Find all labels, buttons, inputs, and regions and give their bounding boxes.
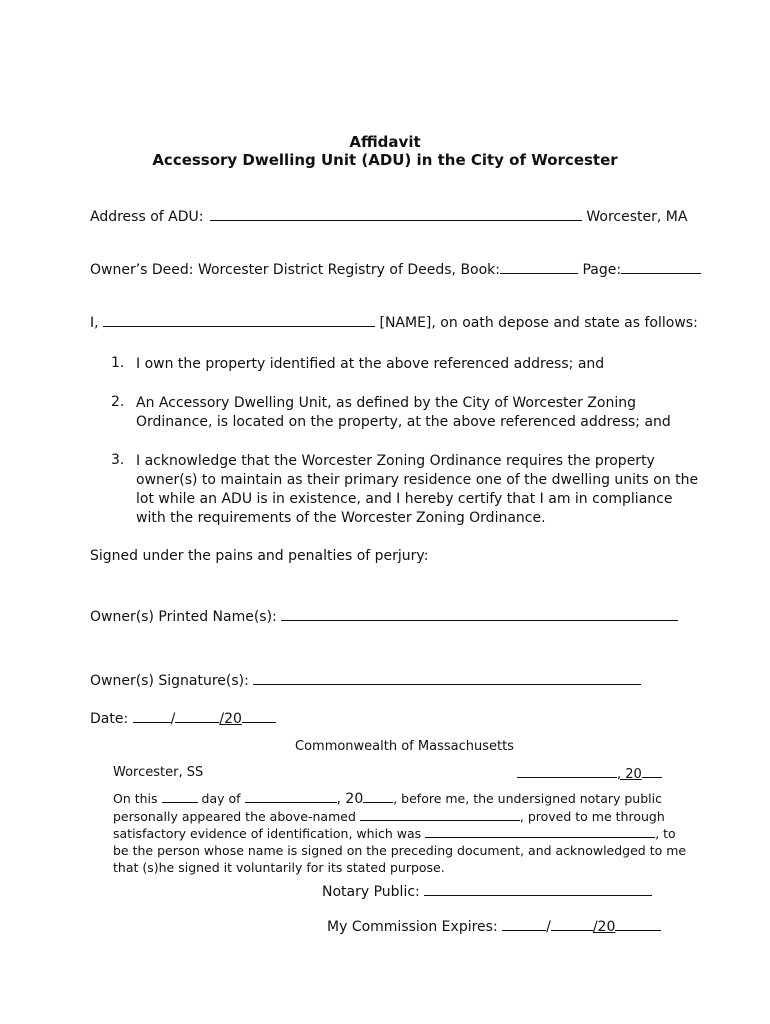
date-year-field[interactable]	[242, 710, 276, 723]
list-item-number: 1.	[111, 355, 125, 371]
address-suffix: Worcester, MA	[586, 209, 688, 225]
printed-name-line	[90, 608, 678, 625]
notary-public-line	[322, 883, 652, 900]
notary-public-field[interactable]	[424, 883, 652, 896]
county-label: Worcester, SS	[113, 765, 204, 780]
oath-suffix: [NAME], on oath depose and state as follows:	[379, 315, 698, 331]
expires-day-field[interactable]	[551, 918, 593, 931]
list-item-line: An Accessory Dwelling Unit, as defined by the City of Worcester Zoning	[136, 395, 636, 411]
date-separator: /	[170, 711, 176, 727]
expires-separator: /	[546, 919, 551, 935]
deed-page-label: Page:	[582, 262, 622, 278]
oath-prefix: I,	[90, 315, 99, 331]
expires-month-field[interactable]	[502, 918, 546, 931]
notary-line-4: be the person whose name is signed on the preceding document, and acknowledged to me	[113, 843, 687, 858]
notary-line-3: satisfactory evidence of identification, which was , to	[113, 826, 676, 841]
address-field[interactable]	[210, 208, 582, 221]
date-day-field[interactable]	[175, 710, 219, 723]
notary-line-5: that (s)he signed it voluntarily for its stated purpose.	[113, 860, 445, 875]
list-item-line: lot while an ADU is in existence, and I hereby certify that I am in compliance	[136, 491, 673, 507]
commonwealth-heading: Commonwealth of Massachusetts	[295, 739, 514, 754]
notary-line-2: personally appeared the above-named , proved to me through	[113, 809, 665, 824]
deed-page-field[interactable]	[621, 261, 701, 274]
document-title: Affidavit	[349, 133, 421, 151]
list-item	[136, 452, 698, 528]
deed-line	[90, 261, 701, 278]
list-item-line: Ordinance, is located on the property, at the above referenced address; and	[136, 414, 671, 430]
date-label: Date:	[90, 711, 129, 727]
name-field[interactable]	[103, 314, 375, 327]
notary-paragraph	[113, 790, 686, 876]
address-label: Address of ADU:	[90, 209, 204, 225]
notary-year-line	[517, 765, 662, 782]
printed-name-label: Owner(s) Printed Name(s):	[90, 609, 277, 625]
notary-year2-field[interactable]	[363, 790, 393, 803]
oath-line	[90, 314, 698, 331]
printed-name-field[interactable]	[281, 608, 678, 621]
signature-label: Owner(s) Signature(s):	[90, 673, 249, 689]
signed-statement: Signed under the pains and penalties of perjury:	[90, 548, 429, 564]
notary-line-1: On this day of , 20 , before me, the undersigned notary public	[113, 791, 662, 807]
expires-year-prefix: /20	[592, 919, 616, 935]
notary-year-prefix: , 20	[617, 767, 642, 782]
list-item-number: 2.	[111, 394, 125, 410]
date-line	[90, 710, 276, 727]
notary-public-label: Notary Public:	[322, 884, 420, 900]
date-month-field[interactable]	[133, 710, 171, 723]
list-item	[136, 394, 671, 432]
identification-field[interactable]	[425, 825, 655, 838]
address-line	[90, 208, 687, 225]
commission-expires-label: My Commission Expires:	[327, 919, 498, 935]
notary-date-field[interactable]	[517, 765, 617, 778]
appeared-name-field[interactable]	[360, 808, 520, 821]
list-item-line: I acknowledge that the Worcester Zoning Ordinance requires the property	[136, 453, 655, 469]
signature-line	[90, 672, 641, 689]
list-item-line: with the requirements of the Worcester Zoning Ordinance.	[136, 510, 546, 526]
list-item-line: I own the property identified at the above referenced address; and	[136, 356, 605, 372]
signature-field[interactable]	[253, 672, 641, 685]
deed-book-field[interactable]	[500, 261, 578, 274]
expires-year-field[interactable]	[615, 918, 661, 931]
notary-year-field[interactable]	[642, 765, 662, 778]
notary-month-field[interactable]	[245, 790, 337, 803]
list-item-line: owner(s) to maintain as their primary residence one of the dwelling units on the	[136, 472, 699, 488]
date-year-prefix: /20	[219, 711, 242, 727]
commission-expires-line	[327, 918, 661, 935]
list-item	[136, 355, 604, 374]
notary-day-field[interactable]	[162, 790, 198, 803]
list-item-number: 3.	[111, 452, 125, 468]
document-subtitle: Accessory Dwelling Unit (ADU) in the City of Worcester	[152, 151, 618, 169]
deed-label: Owner’s Deed: Worcester District Registry of Deeds, Book:	[90, 262, 501, 278]
